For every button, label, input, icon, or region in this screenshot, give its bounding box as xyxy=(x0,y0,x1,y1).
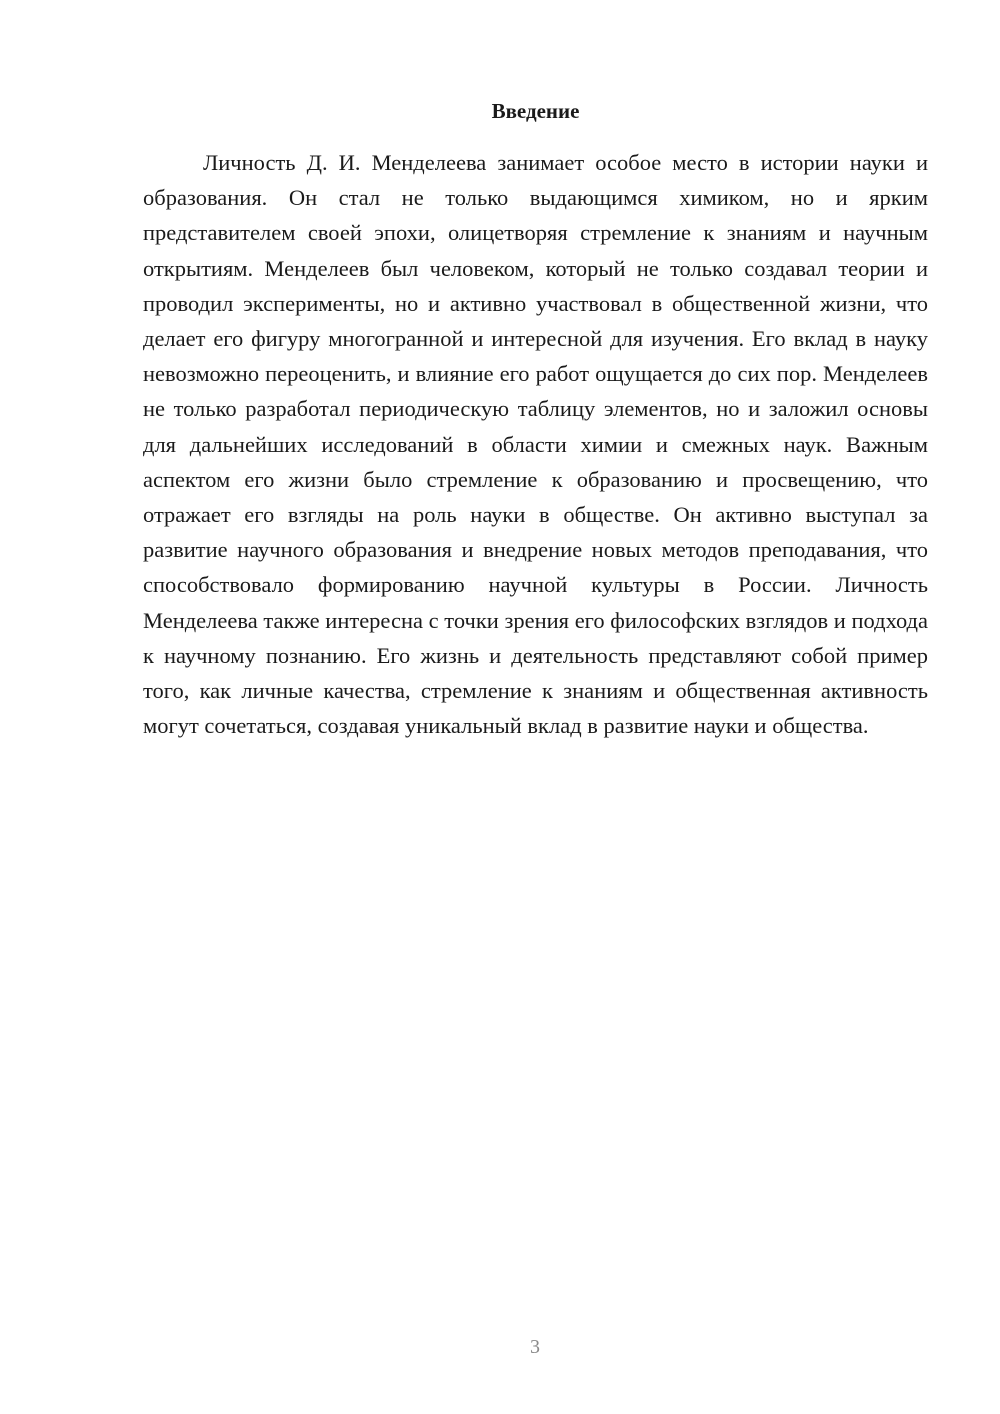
page-number: 3 xyxy=(530,1336,540,1358)
section-heading: Введение xyxy=(491,99,580,123)
body-paragraph: Личность Д. И. Менделеева занимает особое место в истории науки и образования. Он стал не только выдающимся химиком, но и ярким представителем своей эпохи, олицетворяя стремление к знаниям и научным открытиям. Менделеев был человеком, который не только создавал теории и проводил эксперименты, но и активно участвовал в общественной жизни, что делает его фигуру многогранной и интересной для изучения. Его вклад в науку невозможно переоценить, и влияние его работ ощущается до сих пор. Менделеев не только разработал периодическую таблицу элементов, но и заложил основы для дальнейших исследований в области химии и смежных наук. Важным аспектом его жизни было стремление к образованию и просвещению, что отражает его взгляды на роль науки в обществе. Он активно выступал за развитие научного образования и внедрение новых методов преподавания, что способствовало формированию научной культуры в России. Личность Менделеева также интересна с точки зрения его философских взглядов и подхода к научному познанию. Его жизнь и деятельность представляют собой пример того, как личные качества, стремление к знаниям и общественная активность могут сочетаться, создавая уникальный вклад в развитие науки и общества. xyxy=(143,150,928,739)
